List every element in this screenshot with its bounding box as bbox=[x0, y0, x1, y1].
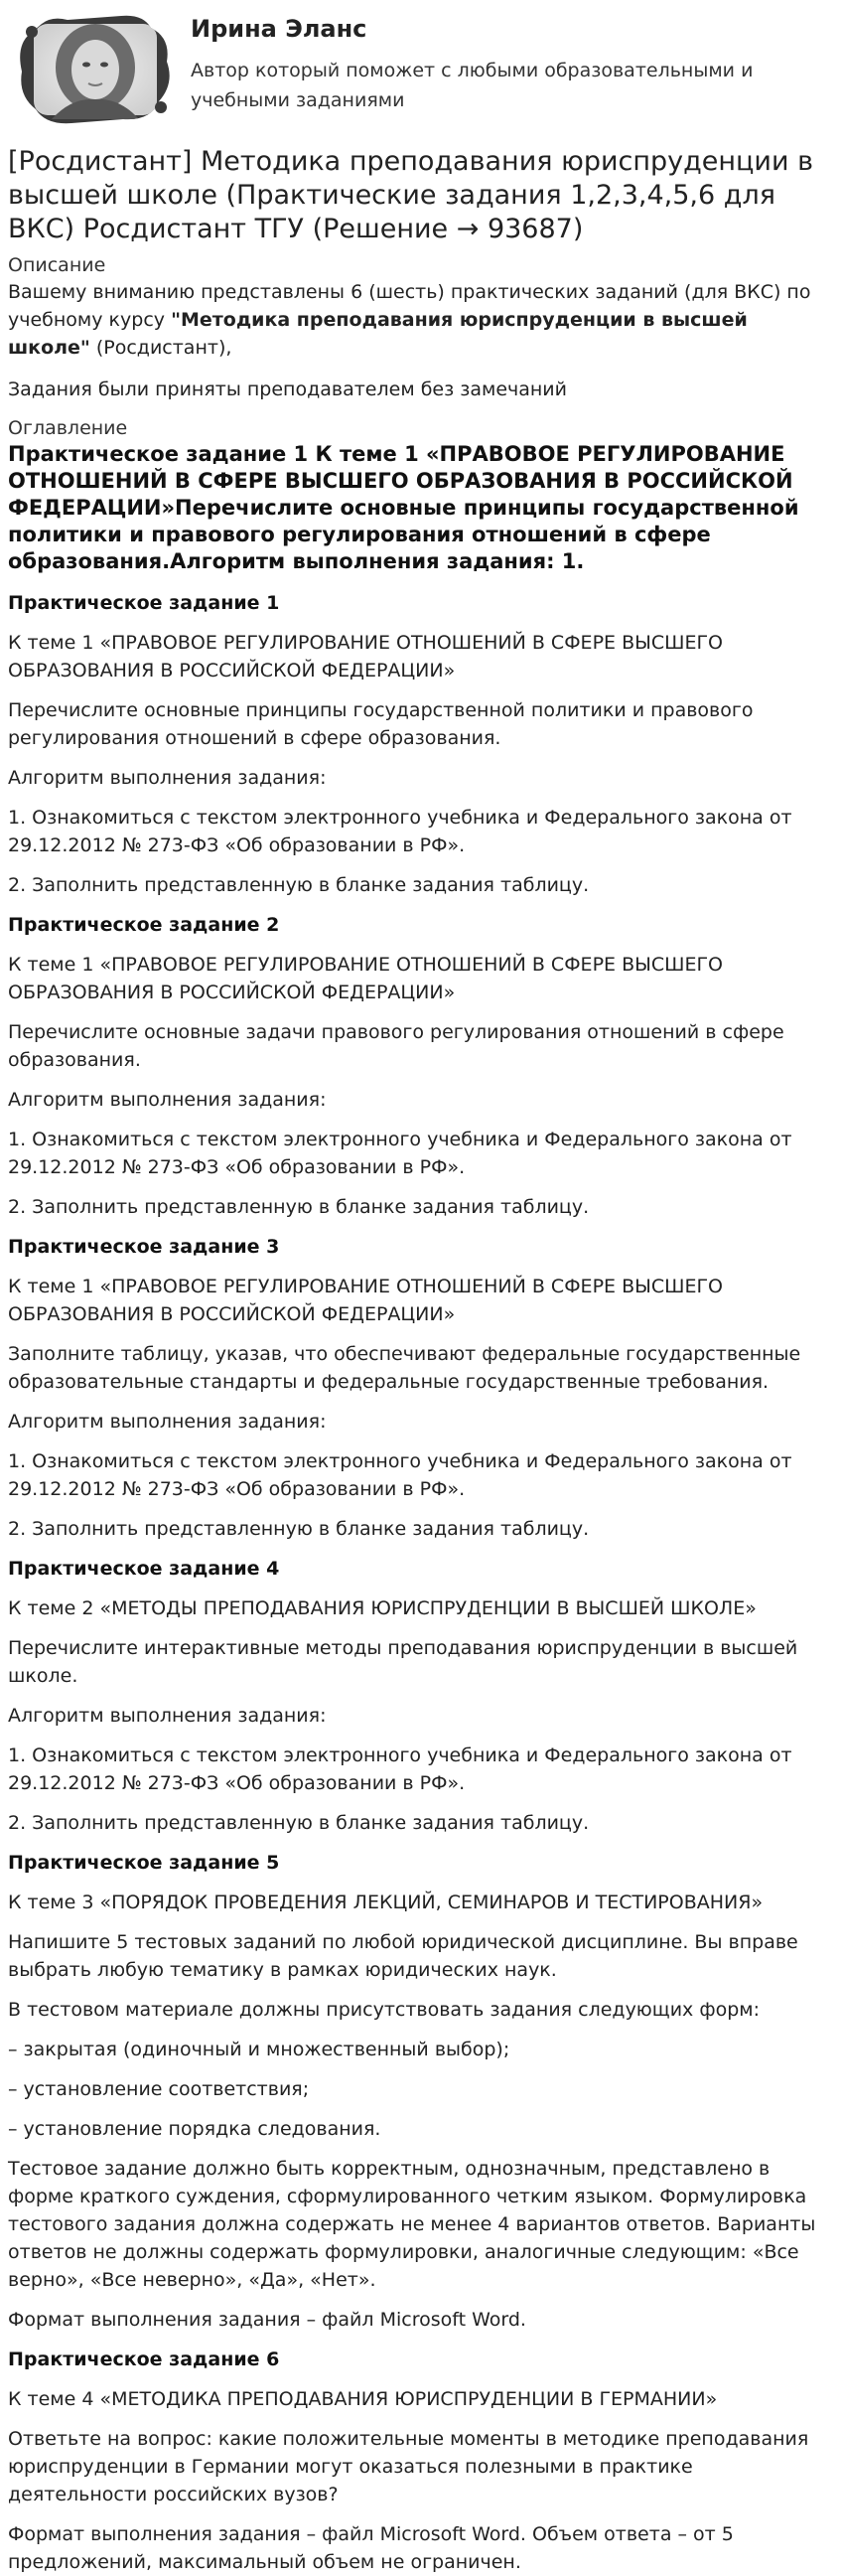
task-paragraph: Алгоритм выполнения задания: bbox=[8, 1705, 327, 1727]
task-heading: Практическое задание 1 bbox=[8, 592, 280, 614]
task-heading: Практическое задание 3 bbox=[8, 1236, 280, 1258]
task-paragraph: Перечислите основные задачи правового регулирования отношений в сфере образования. bbox=[8, 1021, 784, 1071]
task-6 bbox=[8, 2346, 833, 2576]
avatar-image bbox=[12, 10, 179, 127]
task-paragraph: 1. Ознакомиться с текстом электронного учебника и Федерального закона от 29.12.2012 № 273-ФЗ «Об образовании в РФ». bbox=[8, 1129, 792, 1178]
course-name: "Методика преподавания юриспруденции в высшей школе" bbox=[8, 309, 748, 359]
task-2 bbox=[8, 911, 833, 1221]
task-1 bbox=[8, 589, 833, 899]
task-paragraph: К теме 1 «ПРАВОВОЕ РЕГУЛИРОВАНИЕ ОТНОШЕНИЙ В СФЕРЕ ВЫСШЕГО ОБРАЗОВАНИЯ В РОССИЙСКОЙ ФЕДЕРАЦИИ» bbox=[8, 1276, 723, 1325]
toc-label: Оглавление bbox=[8, 417, 128, 439]
task-paragraph: 2. Заполнить представленную в бланке задания таблицу. bbox=[8, 1196, 590, 1218]
task-paragraph: Алгоритм выполнения задания: bbox=[8, 1089, 327, 1111]
task-paragraph: К теме 1 «ПРАВОВОЕ РЕГУЛИРОВАНИЕ ОТНОШЕНИЙ В СФЕРЕ ВЫСШЕГО ОБРАЗОВАНИЯ В РОССИЙСКОЙ ФЕДЕРАЦИИ» bbox=[8, 954, 723, 1003]
description-accepted: Задания были приняты преподавателем без замечаний bbox=[8, 379, 567, 400]
task-3 bbox=[8, 1233, 833, 1543]
author-name[interactable]: Ирина Эланс bbox=[191, 15, 367, 43]
author-card bbox=[8, 0, 833, 139]
task-paragraph: Тестовое задание должно быть корректным, однозначным, представлено в форме краткого суждения, сформулированного четким языком. Формулировка тестового задания должна содержать не менее 4 вариантов ответов. Варианты ответов не должны содержать формулировки, аналогичные следующим: «Все верно», «Все неверно», «Да», «Нет». bbox=[8, 2158, 816, 2291]
task-paragraph: 2. Заполнить представленную в бланке задания таблицу. bbox=[8, 874, 590, 896]
author-info bbox=[191, 10, 767, 115]
toc-heading: Практическое задание 1 К теме 1 «ПРАВОВОЕ РЕГУЛИРОВАНИЕ ОТНОШЕНИЙ В СФЕРЕ ВЫСШЕГО ОБРАЗОВАНИЯ В РОССИЙСКОЙ ФЕДЕРАЦИИ»Перечислите основные принципы государственной политики и правового регулирования отношений в сфере образования.Алгоритм выполнения задания: 1. bbox=[8, 442, 799, 573]
task-paragraph: К теме 2 «МЕТОДЫ ПРЕПОДАВАНИЯ ЮРИСПРУДЕНЦИИ В ВЫСШЕЙ ШКОЛЕ» bbox=[8, 1597, 757, 1619]
task-4 bbox=[8, 1555, 833, 1837]
task-paragraph: Ответьте на вопрос: какие положительные моменты в методике преподавания юриспруденции в Германии могут оказаться полезными в практике деятельности российских вузов? bbox=[8, 2428, 809, 2505]
task-paragraph: Формат выполнения задания – файл Microsoft Word. bbox=[8, 2309, 526, 2331]
task-paragraph: Формат выполнения задания – файл Microsoft Word. Объем ответа – от 5 предложений, максимальный объем не ограничен. bbox=[8, 2523, 734, 2573]
task-paragraph: Перечислите интерактивные методы преподавания юриспруденции в высшей школе. bbox=[8, 1637, 798, 1687]
task-paragraph: К теме 3 «ПОРЯДОК ПРОВЕДЕНИЯ ЛЕКЦИЙ, СЕМИНАРОВ И ТЕСТИРОВАНИЯ» bbox=[8, 1892, 764, 1913]
task-paragraph: К теме 4 «МЕТОДИКА ПРЕПОДАВАНИЯ ЮРИСПРУДЕНЦИИ В ГЕРМАНИИ» bbox=[8, 2388, 718, 2410]
task-paragraph: 2. Заполнить представленную в бланке задания таблицу. bbox=[8, 1812, 590, 1834]
description-intro-before: Вашему вниманию представлены 6 (шесть) практических заданий (для ВКС) по учебному курсу bbox=[8, 281, 811, 331]
author-description: Автор который поможет с любыми образовательными и учебными заданиями bbox=[191, 60, 754, 111]
task-heading: Практическое задание 5 bbox=[8, 1852, 280, 1874]
page-title: [Росдистант] Методика преподавания юриспруденции в высшей школе (Практические задания 1,2,3,4,5,6 для ВКС) Росдистант ТГУ (Решение → 93687) bbox=[8, 146, 814, 244]
task-paragraph: Заполните таблицу, указав, что обеспечивают федеральные государственные образовательные стандарты и федеральные государственные требования. bbox=[8, 1343, 801, 1393]
task-paragraph: К теме 1 «ПРАВОВОЕ РЕГУЛИРОВАНИЕ ОТНОШЕНИЙ В СФЕРЕ ВЫСШЕГО ОБРАЗОВАНИЯ В РОССИЙСКОЙ ФЕДЕРАЦИИ» bbox=[8, 632, 723, 682]
task-paragraph: 1. Ознакомиться с текстом электронного учебника и Федерального закона от 29.12.2012 № 273-ФЗ «Об образовании в РФ». bbox=[8, 1744, 792, 1794]
task-paragraph: 2. Заполнить представленную в бланке задания таблицу. bbox=[8, 1518, 590, 1540]
task-paragraph: – установление порядка следования. bbox=[8, 2118, 381, 2140]
task-heading: Практическое задание 6 bbox=[8, 2349, 280, 2370]
task-heading: Практическое задание 4 bbox=[8, 1558, 280, 1580]
task-paragraph: – установление соответствия; bbox=[8, 2078, 310, 2100]
task-5 bbox=[8, 1849, 833, 2334]
description-intro bbox=[8, 278, 833, 362]
tasks-list bbox=[8, 589, 833, 2576]
task-paragraph: 1. Ознакомиться с текстом электронного учебника и Федерального закона от 29.12.2012 № 273-ФЗ «Об образовании в РФ». bbox=[8, 807, 792, 856]
avatar[interactable] bbox=[12, 10, 179, 127]
task-heading: Практическое задание 2 bbox=[8, 914, 280, 936]
description-label: Описание bbox=[8, 254, 106, 276]
task-paragraph: Перечислите основные принципы государственной политики и правового регулирования отношений в сфере образования. bbox=[8, 699, 754, 749]
task-paragraph: Напишите 5 тестовых заданий по любой юридической дисциплине. Вы вправе выбрать любую тематику в рамках юридических наук. bbox=[8, 1931, 798, 1981]
task-paragraph: Алгоритм выполнения задания: bbox=[8, 767, 327, 789]
task-paragraph: В тестовом материале должны присутствовать задания следующих форм: bbox=[8, 1999, 760, 2021]
task-paragraph: 1. Ознакомиться с текстом электронного учебника и Федерального закона от 29.12.2012 № 273-ФЗ «Об образовании в РФ». bbox=[8, 1450, 792, 1500]
description-intro-after: (Росдистант), bbox=[89, 337, 232, 359]
task-paragraph: Алгоритм выполнения задания: bbox=[8, 1411, 327, 1433]
task-paragraph: – закрытая (одиночный и множественный выбор); bbox=[8, 2039, 510, 2060]
